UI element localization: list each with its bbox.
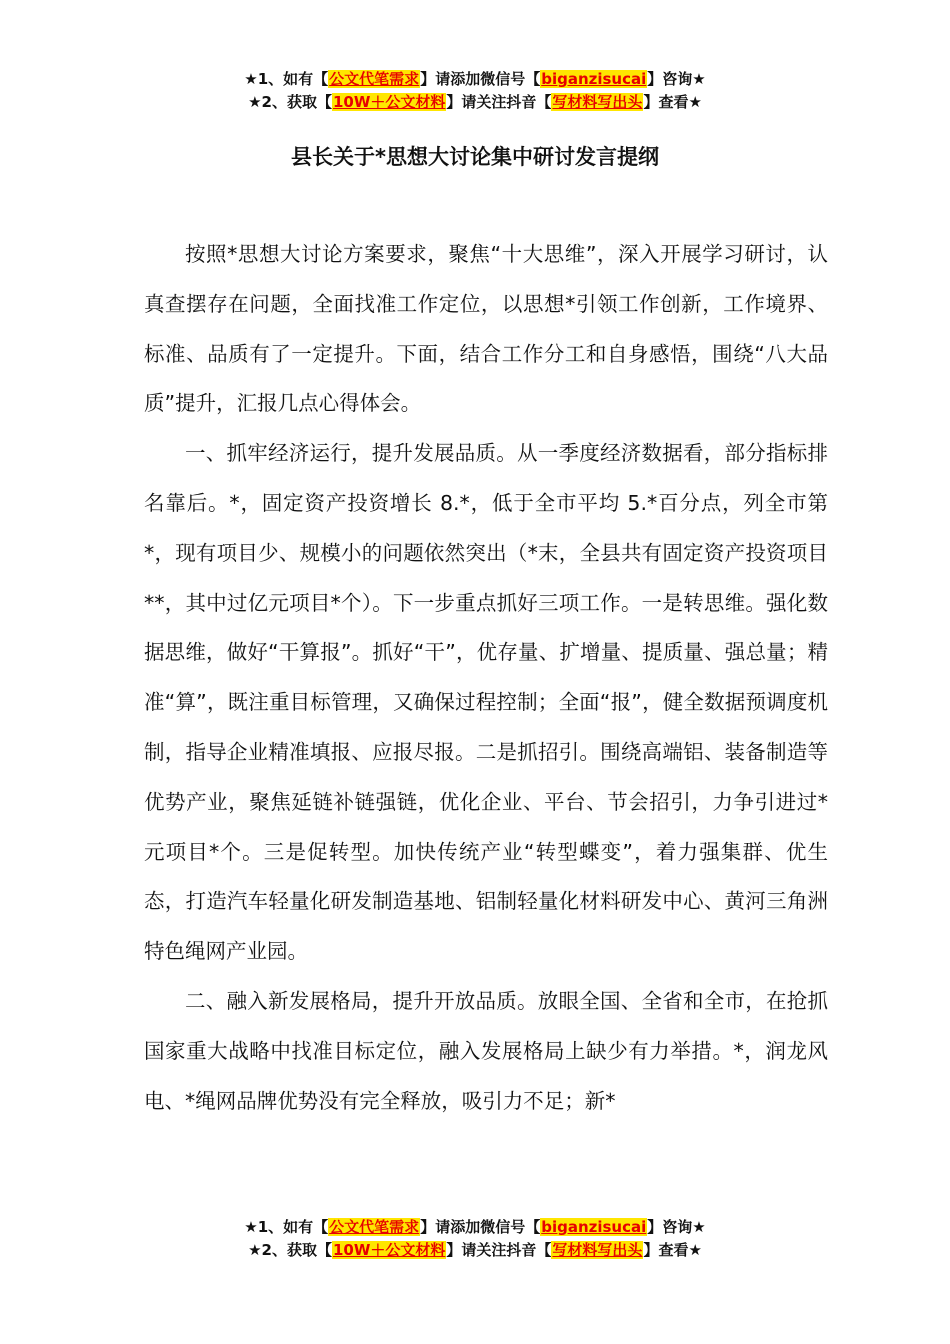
promo-line-1-suffix: 】咨询★ [647, 1218, 706, 1236]
promo-line-2-mid: 】请关注抖音【 [446, 1241, 552, 1259]
promo-line-2-suffix: 】查看★ [643, 1241, 702, 1259]
promo-line-1-prefix: ★1、如有【 [244, 70, 329, 88]
promo-line-1 [0, 1216, 950, 1239]
document-title: 县长关于*思想大讨论集中研讨发言提纲 [291, 145, 659, 169]
promo-line-1 [0, 68, 950, 91]
promo-line-2-prefix: ★2、获取【 [248, 1241, 332, 1259]
promo-line-1-mid: 】请添加微信号【 [420, 70, 541, 88]
paragraph-section-2: 二、融入新发展格局，提升开放品质。放眼全国、全省和全市，在抢抓国家重大战略中找准目标定位，融入发展格局上缺少有力举措。*，润龙风电、*绳网品牌优势没有完全释放，吸引力不足；新* [144, 988, 828, 1113]
paragraph-intro: 按照*思想大讨论方案要求，聚焦“十大思维”，深入开展学习研讨，认真查摆存在问题，全面找准工作定位，以思想*引领工作创新，工作境界、标准、品质有了一定提升。下面，结合工作分工和自身感悟，围绕“八大品质”提升，汇报几点心得体会。 [144, 242, 828, 416]
promo-line-1-prefix: ★1、如有【 [244, 1218, 329, 1236]
promo-highlight-douyin: 写材料写出头 [552, 1241, 643, 1259]
promo-highlight-wechat-id: biganzisucai [541, 1218, 647, 1236]
promo-line-1-mid: 】请添加微信号【 [420, 1218, 541, 1236]
promo-line-2-prefix: ★2、获取【 [248, 93, 332, 111]
footer-promo-banner [0, 1216, 950, 1262]
promo-line-1-suffix: 】咨询★ [647, 70, 706, 88]
promo-highlight-wechat-id: biganzisucai [541, 70, 647, 88]
document-body [144, 230, 828, 1126]
promo-line-2-mid: 】请关注抖音【 [446, 93, 552, 111]
promo-line-2-suffix: 】查看★ [643, 93, 702, 111]
promo-highlight-douyin: 写材料写出头 [552, 93, 643, 111]
paragraph-section-1: 一、抓牢经济运行，提升发展品质。从一季度经济数据看，部分指标排名靠后。*，固定资产投资增长 8.*，低于全市平均 5.*百分点，列全市第*，现有项目少、规模小的问题依然突出（*末，全县共有固定资产投资项目**，其中过亿元项目*个）。下一步重点抓好三项工作。一是转思维。强化数据思维，做好“干算报”。抓好“干”，优存量、扩增量、提质量、强总量；精准“算”，既注重目标管理，又确保过程控制；全面“报”，健全数据预调度机制，指导企业精准填报、应报尽报。二是抓招引。围绕高端铝、装备制造等优势产业，聚焦延链补链强链，优化企业、平台、节会招引，力争引进过*元项目*个。三是促转型。加快传统产业“转型蝶变”，着力强集群、优生态，打造汽车轻量化研发制造基地、铝制轻量化材料研发中心、黄河三角洲特色绳网产业园。 [144, 441, 828, 964]
promo-highlight-service: 公文代笔需求 [329, 70, 420, 88]
promo-line-2 [0, 91, 950, 114]
promo-line-2 [0, 1239, 950, 1262]
promo-highlight-materials: 10W＋公文材料 [332, 93, 446, 111]
header-promo-banner [0, 68, 950, 114]
promo-highlight-materials: 10W＋公文材料 [332, 1241, 446, 1259]
promo-highlight-service: 公文代笔需求 [329, 1218, 420, 1236]
